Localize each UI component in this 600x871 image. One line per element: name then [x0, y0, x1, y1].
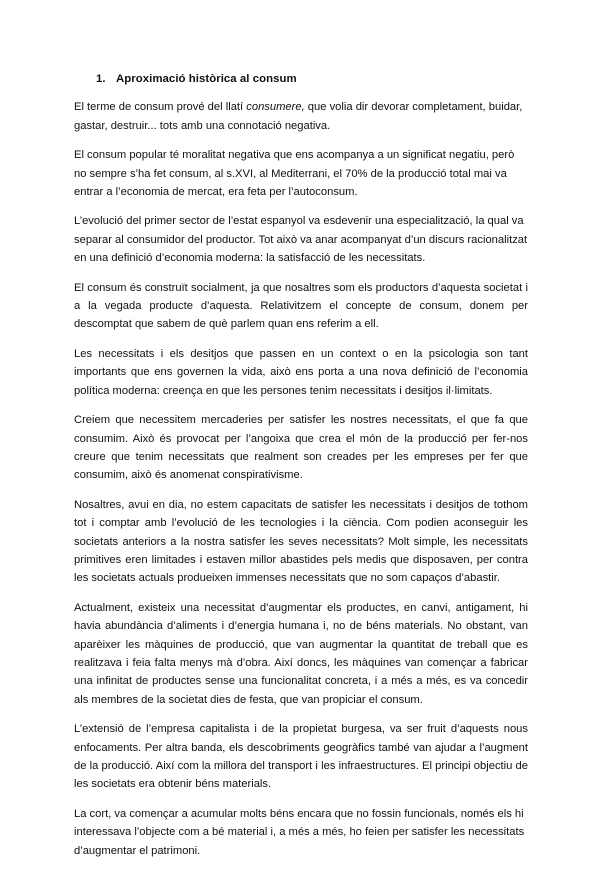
paragraph-5: Les necessitats i els desitjos que passen en un context o en la psicologia son tant importants que ens governen la vida, això ens porta a una nova definició de l’economia política moderna: creença en que les persones tenim necessitats i desitjos il·limitats. — [74, 347, 528, 397]
paragraph-2: El consum popular té moralitat negativa que ens acompanya a un significat negatiu, però no sempre s’ha fet consum, al s.XVI, al Mediterrani, el 70% de la producció total mai va entrar a l’economia de mercat, era feta per l’autoconsum. — [74, 149, 515, 199]
paragraph-3: L’evolució del primer sector de l’estat espanyol va esdevenir una especialització, la qual va separar al consumidor del productor. Tot això va anar acompanyat d’un discurs racionalitzat en una definició d’economia moderna: la satisfacció de les necessitats. — [74, 215, 528, 265]
paragraph-1 — [74, 98, 528, 135]
paragraph-1-italic-term: consumere, — [246, 101, 305, 114]
paragraph-8: Actualment, existeix una necessitat d’augmentar els productes, en canvi, antigament, hi havia abundància d’aliments i d’energia humana i, no de béns materials. No obstant, van aparèixer les màquines de producció, que van augmentar la quantitat de treball que es realitzava i feia falta menys mà d’obra. Així doncs, les màquines van començar a fabricar una infinitat de productes sense una funcionalitat concreta, i a més a més, es va concedir als membres de la societat dies de festa, que van propiciar el consum. — [74, 601, 528, 706]
section-heading — [96, 70, 528, 88]
paragraph-7: Nosaltres, avui en dia, no estem capacitats de satisfer les necessitats i desitjos de tothom tot i comptar amb l’evolució de les tecnologies i la ciència. Com podien aconseguir les societats anteriors a la nostra satisfer les seves necessitats? Molt simple, les necessitats primitives eren limitades i estaven millor abastides pels medis que disposaven, per contra les societats actuals produeixen immenses necessitats que no som capaços d’abastir. — [74, 498, 528, 585]
paragraph-1-text-end: que volia dir devorar completament, buidar, gastar, destruir... tots amb una connotació negativa. — [74, 101, 523, 132]
paragraph-9: L’extensió de l’empresa capitalista i de la propietat burgesa, va ser fruit d’aquests nous enfocaments. Per altra banda, els descobriments geogràfics també van ajudar a l’augment de la producció. Així com la millora del transport i les infraestructures. El principi objectiu de les societats era obtenir béns materials. — [74, 723, 528, 791]
section-title: Aproximació històrica al consum — [116, 73, 297, 85]
paragraph-4: El consum és construït socialment, ja que nosaltres som els productors d’aquesta societat i a la vegada producte d’aquesta. Relativitzem el concepte de consum, donem per descomptat que sabem de què parlem quan ens referim a ell. — [74, 281, 528, 331]
paragraph-10: La cort, va començar a acumular molts béns encara que no fossin funcionals, només els hi interessava l’objecte com a bé material i, a més a més, ho feien per satisfer les necessitats d’augmentar el patrimoni. — [74, 807, 525, 857]
section-number: 1. — [96, 73, 106, 85]
paragraph-6: Creiem que necessitem mercaderies per satisfer les nostres necessitats, el que fa que consumim. Això és provocat per l’angoixa que crea el món de la producció per fer-nos creure que tenim necessitats que realment son creades per les empreses per fer que consumim, això és anomenat conspirativisme. — [74, 414, 528, 482]
document-body — [74, 70, 528, 871]
paragraph-1-text-start: El terme de consum prové del llatí — [74, 101, 247, 114]
